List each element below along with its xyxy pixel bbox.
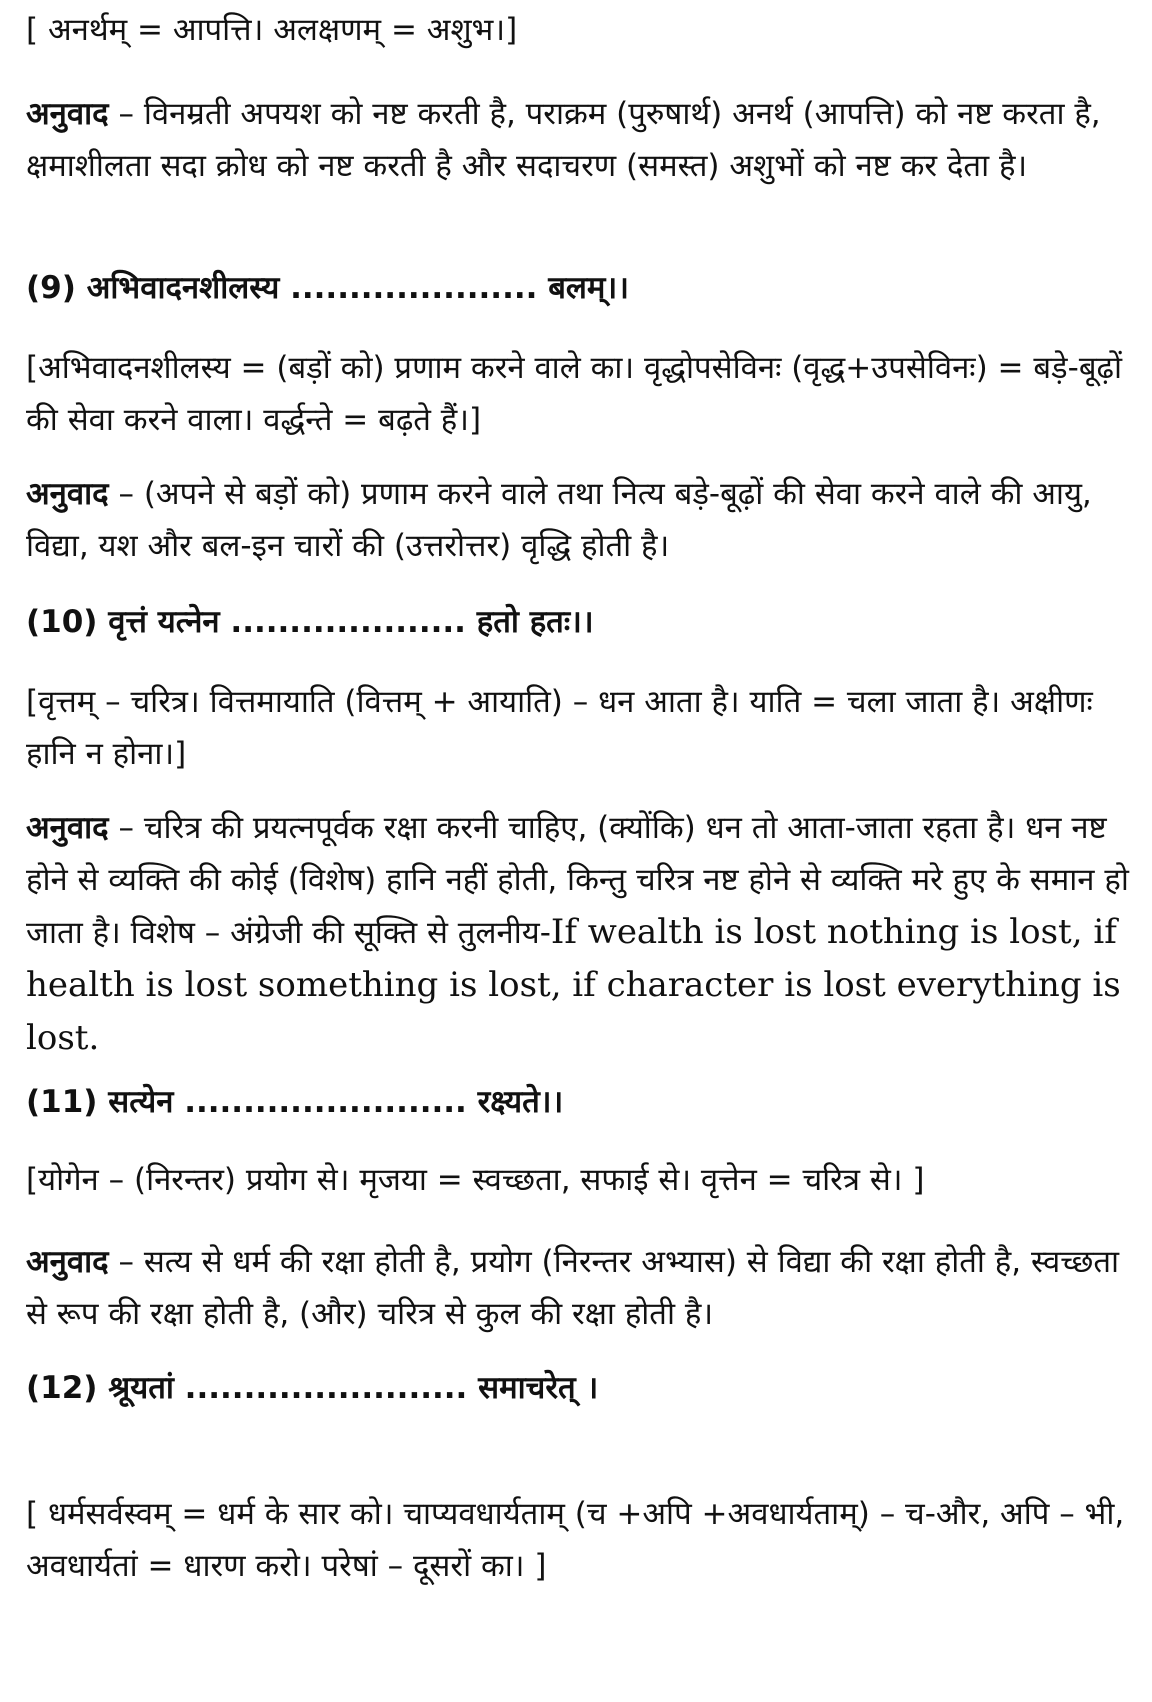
translation-text: – सत्य से धर्म की रक्षा होती है, प्रयोग (निरन्तर अभ्यास) से विद्या की रक्षा होती है, स्वच्छता से रूप की रक्षा होती है, (और) चरित्र से कुल की रक्षा होती है। xyxy=(26,1244,1120,1332)
note-vrittam: [वृत्तम् – चरित्र। वित्तमायाति (वित्तम् + आयाति) – धन आता है। याति = चला जाता है। अक्षीणः हानि न होना।] xyxy=(26,684,1093,772)
translation-text: – विनम्रती अपयश को नष्ट करती है, पराक्रम (पुरुषार्थ) अनर्थ (आपत्ति) को नष्ट करता है, क्षमाशीलता सदा क्रोध को नष्ट करती है और सदाचरण (समस्त) अशुभों को नष्ट कर देता है। xyxy=(26,96,1101,184)
translation-block-3 xyxy=(26,802,1130,1065)
translation-text: – चरित्र की प्रयत्नपूर्वक रक्षा करनी चाहिए, (क्योंकि) धन तो आता-जाता रहता है। धन नष्ट होने से व्यक्ति की कोई (विशेष) हानि नहीं होती, किन्तु चरित्र नष्ट होने से व्यक्ति मरे हुए के समान हो जाता है। विशेष – अंग्रेजी की सूक्ति से तुलनीय- xyxy=(26,810,1129,951)
verse-heading-10: (10) वृत्तं यत्नेन .................... हतो हतः।। xyxy=(26,604,594,640)
translation-block-4 xyxy=(26,1236,1130,1340)
note-anartham: [ अनर्थम् = आपत्ति। अलक्षणम् = अशुभ।] xyxy=(26,12,518,48)
verse-heading-12: (12) श्रूयतां ........................ समाचरेत् । xyxy=(26,1370,599,1406)
verse-heading-9: (9) अभिवादनशीलस्य ..................... बलम्।। xyxy=(26,270,629,306)
translation-label: अनुवाद xyxy=(26,476,109,512)
translation-block-2 xyxy=(26,468,1130,572)
translation-label: अनुवाद xyxy=(26,810,109,846)
translation-label: अनुवाद xyxy=(26,1244,109,1280)
translation-text: – (अपने से बड़ों को) प्रणाम करने वाले तथा नित्य बड़े-बूढ़ों की सेवा करने वाले की आयु, विद्या, यश और बल-इन चारों की (उत्तरोत्तर) वृद्धि होती है। xyxy=(26,476,1092,564)
note-dharmasarvasvam: [ धर्मसर्वस्वम् = धर्म के सार को। चाप्यवधार्यताम् (च +अपि +अवधार्यताम्) – च-और, अपि – भी, अवधार्यतां = धारण करो। परेषां – दूसरों का। ] xyxy=(26,1496,1125,1584)
translation-label: अनुवाद xyxy=(26,96,109,132)
verse-heading-11: (11) सत्येन ........................ रक्ष्यते।। xyxy=(26,1084,564,1120)
translation-block-1 xyxy=(26,88,1130,192)
note-abhivadan: [अभिवादनशीलस्य = (बड़ों को) प्रणाम करने वाले का। वृद्धोपसेविनः (वृद्ध+उपसेविनः) = बड़े-बूढ़ों की सेवा करने वाला। वर्द्धन्ते = बढ़ते हैं।] xyxy=(26,350,1122,438)
english-proverb: If wealth is lost nothing is lost, if health is lost something is lost, if character is lost everything is lost. xyxy=(26,912,1121,1058)
note-yogena: [योगेन – (निरन्तर) प्रयोग से। मृजया = स्वच्छता, सफाई से। वृत्तेन = चरित्र से। ] xyxy=(26,1162,925,1198)
